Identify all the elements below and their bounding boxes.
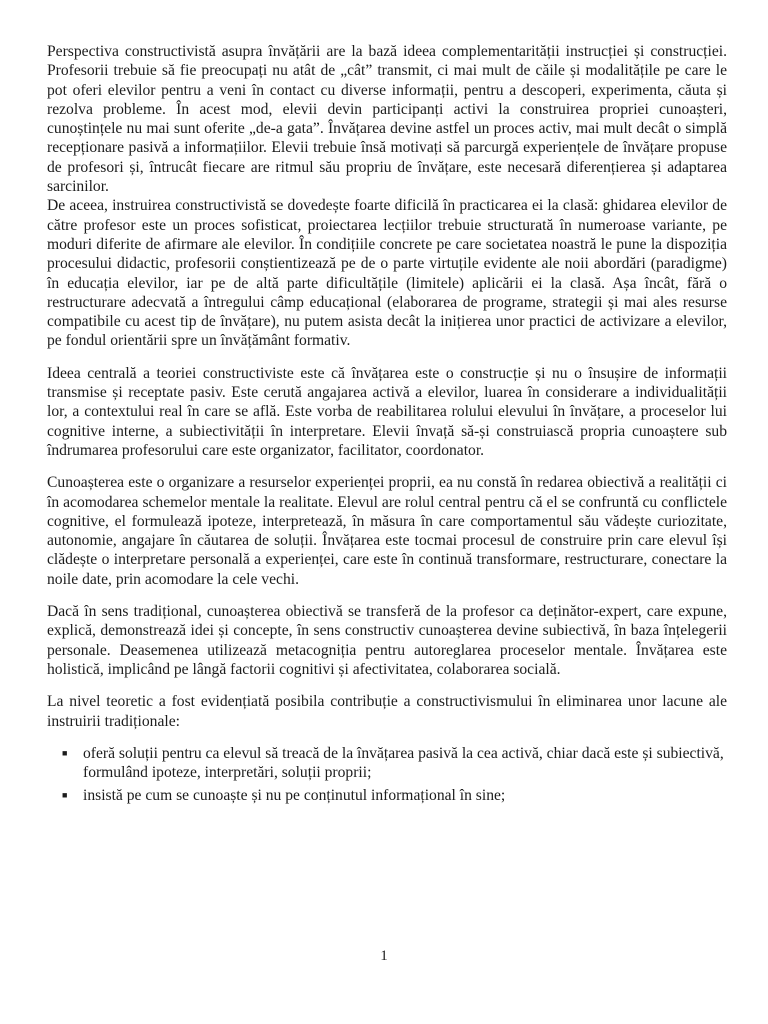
paragraph-2: De aceea, instruirea constructivistă se dovedește foarte dificilă în practicarea ei la clasă: ghidarea elevilor de către profesor este un proces sofisticat, proiectarea lecțiilor trebuie structurată în numeroase variante, pe moduri diferite de afirmare ale elevilor. În condițiile concrete pe care societatea noastră le pune la dispoziția procesului didactic, profesorii conștientizează pe de o parte virtuțile evidente ale noii abordări (paradigme) în educația elevilor, iar pe de altă parte dificultățile (limitele) aplicării ei la clasă. Așa încât, fără o restructurare adecvată a întregului câmp educațional (elaborarea de programe, strategii și mai ales resurse compatibile cu acest tip de învățare), nu putem asista decât la inițierea unor practici de activizare a elevilor, pe fondul orientării spre un învățământ formativ. (47, 197, 727, 350)
paragraph-1: Perspectiva constructivistă asupra învățării are la bază ideea complementarității instrucției și construcției. Profesorii trebuie să fie preocupați nu atât de „cât” transmit, ci mai mult de căile și modalitățile pe care le pot oferi elevilor pentru a veni în contact cu diverse informații, pentru a descoperi, experimenta, căuta și rezolva probleme. În acest mod, elevii devin participanți activi la construirea propriei cunoașteri, cunoștințele nu mai sunt oferite „de-a gata”. Învățarea devine astfel un proces activ, mai mult decât o simplă recepționare pasivă a informațiilor. Elevii trebuie însă motivați să parcurgă experiențele de învățare propuse de profesori și, întrucât fiecare are ritmul său propriu de învățare, este necesară diferențierea și adaptarea sarcinilor. (47, 43, 727, 196)
square-bullet-icon: ■ (62, 747, 68, 758)
bullet-item (47, 786, 727, 805)
paragraph-4: Cunoașterea este o organizare a resurselor experienței proprii, ea nu constă în redarea obiectivă a realității ci în acomodarea schemelor mentale la realitate. Elevul are rolul central pentru că el se confruntă cu conflictele cognitive, el formulează ipoteze, interpretează, în măsura în care comportamentul său vădește curiozitate, autonomie, angajare în căutarea de soluții. Învățarea este tocmai procesul de construire prin care elevul își clădește o interpretare personală a experienței, care este în continuă transformare, restructurare, conectare la noile date, prin acomodare la cele vechi. (47, 474, 727, 588)
bullet-item (47, 744, 727, 783)
bullet-text: oferă soluții pentru ca elevul să treacă de la învățarea pasivă la cea activă, chiar dacă este și subiectivă, formulând ipoteze, interpretări, soluții proprii; (83, 744, 724, 782)
page-number: 1 (380, 948, 388, 964)
bullet-text: insistă pe cum se cunoaște și nu pe conținutul informațional în sine; (83, 787, 506, 805)
document-page (47, 42, 727, 810)
square-bullet-icon: ■ (62, 790, 68, 801)
paragraph-3: Ideea centrală a teoriei constructiviste este că învățarea este o construcție și nu o însușire de informații transmise și receptate pasiv. Este cerută angajarea activă a elevilor, luarea în considerare a individualității lor, a contextului real în care se află. Este vorba de reabilitarea rolului elevului în învățare, a proceselor lui cognitive interne, a subiectivității în interpretare. Elevii învață să-și construiască propria cunoaștere sub îndrumarea profesorului care este organizator, facilitator, coordonator. (47, 364, 727, 459)
paragraph-6: La nivel teoretic a fost evidențiată posibila contribuție a constructivismului în eliminarea unor lacune ale instruirii tradiționale: (47, 693, 727, 730)
paragraph-5: Dacă în sens tradițional, cunoașterea obiectivă se transferă de la profesor ca deținător-expert, care expune, explică, demonstrează idei și concepte, în sens constructiv cunoașterea devine subiectivă, în baza înțelegerii personale. Deasemenea utilizează metacogniția pentru autoreglarea proceselor mentale. Învățarea este holistică, implicând pe lângă factorii cognitivi și afectivitatea, colaborarea socială. (47, 603, 727, 678)
bullet-list (47, 744, 727, 806)
